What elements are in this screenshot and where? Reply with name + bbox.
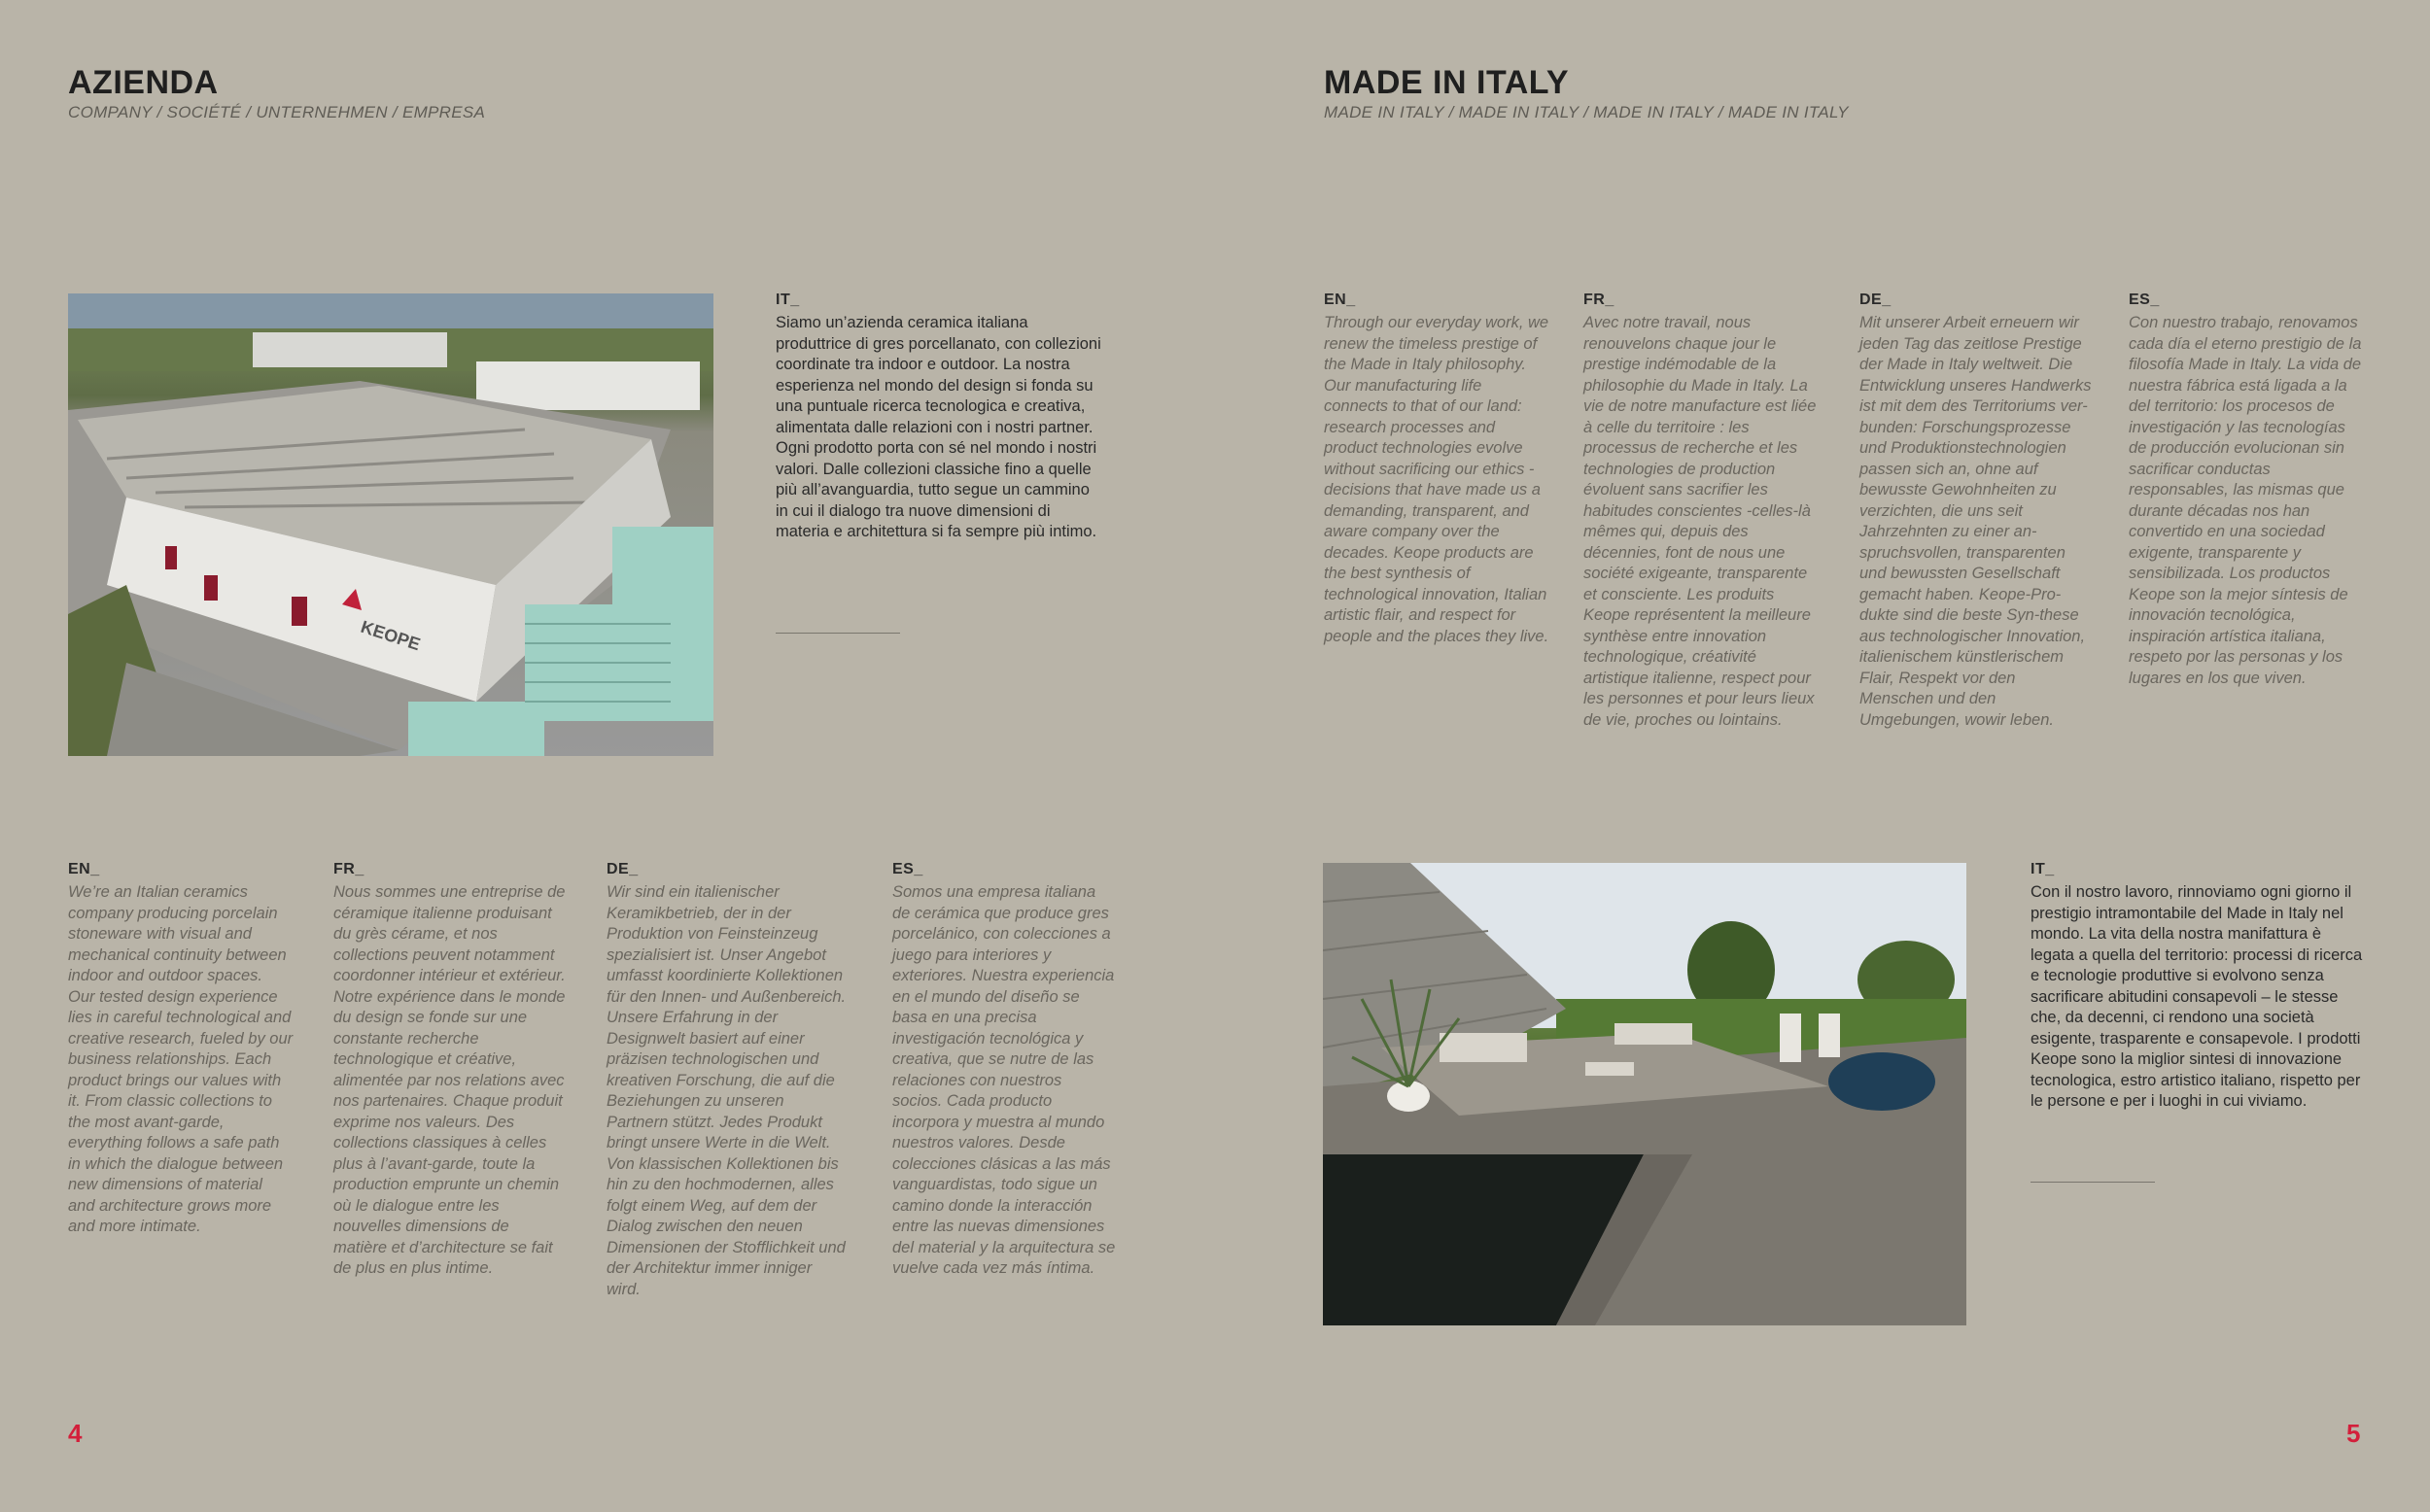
de-paragraph: Wir sind ein italienischer Keramikbetrieb, der in der Produktion von Feinsteinzeug spezialisiert ist. Unser Angebot umfasst koordinierte Kollektionen für den Innen- und Außenbereich. Unsere Erfahrung in der Designwelt basiert auf einer präzisen technologischen und kreativen Forschung, die auf die Beziehungen zu unseren Partnern stützt. Jedes Produkt bringt unsere Werte in die Welt. Von klassischen Kollektionen bis hin zu den hochmodernen, alles folgt einem Weg, auf dem der Dialog zwischen den neuen Dimensionen der Stofflichkeit und der Architektur immer inniger wird.	[607, 883, 847, 1298]
de-column-left	[607, 861, 850, 1300]
fr-column-left	[333, 861, 567, 1280]
lang-label-de: DE_	[607, 861, 639, 877]
it-paragraph: Con il nostro lavoro, rinnoviamo ogni giorno il prestigio intramontabile del Made in Italy nel mondo. La vita della nostra manifattura è legata a quella del territorio: processi di ricerca e tecnologie produttive si evolvono senza sacrificare abitudini consapevoli – le stesse che, da decenni, ci rendono una società esigente, trasparente e consapevole. I prodotti Keope sono la miglior sintesi di innovazione tecnologica, estro artistico italiano, rispetto per le persone e per i luoghi in cui viviamo.	[2031, 883, 2363, 1110]
es-paragraph: Con nuestro trabajo, renovamos cada día el eterno prestigio de la filosofía Made in Italy. La vida de nuestra fábrica está ligada a la del territorio: los procesos de investigación y las tecnologías de producción evolucionan sin sacrificar conductas responsables, las mismas que durante décadas nos han convertido en una sociedad exigente, transparente y sensibilizada. Los productos Keope son la mejor síntesis de innovación tecnológica, inspiración artística italiana, respeto por las personas y los lugares en los que viven.	[2129, 314, 2362, 687]
page-subtitle-made-in-italy: MADE IN ITALY / MADE IN ITALY / MADE IN ITALY / MADE IN ITALY	[1324, 103, 1849, 121]
page-title-made-in-italy: MADE IN ITALY	[1324, 64, 1570, 101]
page-number-left: 4	[68, 1419, 83, 1448]
terrace-photo	[1323, 863, 1966, 1325]
divider-rule	[776, 633, 900, 634]
lang-label-en: EN_	[1324, 292, 1356, 308]
divider-rule	[2031, 1182, 2155, 1183]
page-number-right: 5	[2346, 1419, 2361, 1448]
lang-label-fr: FR_	[1583, 292, 1614, 308]
es-column-right	[2129, 292, 2362, 689]
it-column-right	[2031, 861, 2366, 1113]
fr-paragraph: Avec notre travail, nous renouvelons chaque jour le prestige indémodable de la philosophie du Made in Italy. La vie de notre manufacture est liée à celle du territoire : les processus de recherche et les technologies de production évoluent sans sacrifier les habitudes conscientes -celles-là mêmes qui, depuis des décennies, font de nous une société exigeante, transparente et consciente. Les produits Keope représentent la meilleure synthèse entre innovation technologique, créativité artistique italienne, respect pour les personnes et pour leurs lieux de vie, proches ou lointains.	[1583, 314, 1817, 729]
factory-photo	[68, 293, 713, 756]
it-paragraph: Siamo un’azienda ceramica italiana produttrice di gres porcellanato, con collezioni coordinate tra indoor e outdoor. La nostra esperienza nel mondo del design si fonda su una puntuale ricerca tecnologica e creativa, alimentata dalle relazioni con i nostri partner. Ogni prodotto porta con sé nel mondo i nostri valori. Dalle collezioni classiche fino a quelle più all’avanguardia, tutto segue un cammino in cui il dialogo tra nuove dimensioni di materia e architettura si fa sempre più intimo.	[776, 314, 1101, 540]
terrace-illustration	[1323, 863, 1966, 1325]
factory-illustration	[68, 293, 713, 756]
es-paragraph: Somos una empresa italiana de cerámica que produce gres porcelánico, con colecciones a juego para interiores y exteriores. Nuestra experiencia en el mundo del diseño se basa en una precisa investigación tecnológica y creativa, que se nutre de las relaciones con nuestros socios. Cada producto incorpora y muestra al mundo nuestros valores. Desde colecciones clásicas a las más vanguardistas, todo sigue un camino donde la interacción entre las nuevas dimensiones del material y la arquitectura se vuelve cada vez más íntima.	[892, 883, 1116, 1277]
page-title-azienda: AZIENDA	[68, 64, 219, 101]
de-paragraph: Mit unserer Arbeit erneuern wir jeden Tag das zeitlose Prestige der Made in Italy weltweit. Die Entwicklung unseres Handwerks ist mit dem des Territoriums ver-bunden: Forschungsprozesse und Produktionstechnologien passen sich an, ohne auf bewusste Gewohnheiten zu verzichten, die uns seit Jahrzehnten zu einer an-spruchsvollen, transparenten und bewussten Gesellschaft gemacht haben. Keope-Pro-dukte sind die beste Syn-these aus technologischer Innovation, italienischem künstlerischem Flair, Respekt vor den Menschen und den Umgebungen, wowir leben.	[1859, 314, 2092, 729]
lang-label-it: IT_	[2031, 861, 2055, 877]
lang-label-fr: FR_	[333, 861, 364, 877]
page-subtitle-azienda: COMPANY / SOCIÉTÉ / UNTERNEHMEN / EMPRESA	[68, 103, 486, 121]
lang-label-es: ES_	[892, 861, 923, 877]
en-paragraph: Through our everyday work, we renew the timeless prestige of the Made in Italy philosophy. Our manufacturing life connects to that of our land: research processes and product technologies evolve without sacrificing our ethics - decisions that have made us a demanding, transparent, and aware company over the decades. Keope products are the best synthesis of technological innovation, Italian artistic flair, and respect for people and the places they live.	[1324, 314, 1549, 645]
de-column-right	[1859, 292, 2093, 731]
lang-label-it: IT_	[776, 292, 800, 308]
fr-column-right	[1583, 292, 1824, 731]
fr-paragraph: Nous sommes une entreprise de céramique italienne produisant du grès cérame, et nos collections peuvent notamment coordonner intérieur et extérieur. Notre expérience dans le monde du design se fonde sur une constante recherche technologique et créative, alimentée par nos relations avec nos partenaires. Chaque produit exprime nos valeurs. Des collections classiques à celles plus à l’avant-garde, toute la production emprunte un chemin où le dialogue entre les nouvelles dimensions de matière et d’architecture se fait de plus en plus intime.	[333, 883, 566, 1277]
en-paragraph: We’re an Italian ceramics company producing porcelain stoneware with visual and mechanical continuity between indoor and outdoor spaces. Our tested design experience lies in careful technological and creative research, fueled by our business relationships. Each product brings our values with it. From classic collections to the most avant-garde, everything follows a safe path in which the dialogue between new dimensions of material and architecture grows more and more intimate.	[68, 883, 294, 1235]
en-column-right	[1324, 292, 1549, 647]
it-column-left	[776, 292, 1101, 543]
en-column-left	[68, 861, 294, 1238]
lang-label-es: ES_	[2129, 292, 2160, 308]
es-column-left	[892, 861, 1116, 1280]
factory-sign-text: KEOPE	[358, 616, 423, 655]
lang-label-en: EN_	[68, 861, 100, 877]
lang-label-de: DE_	[1859, 292, 1892, 308]
